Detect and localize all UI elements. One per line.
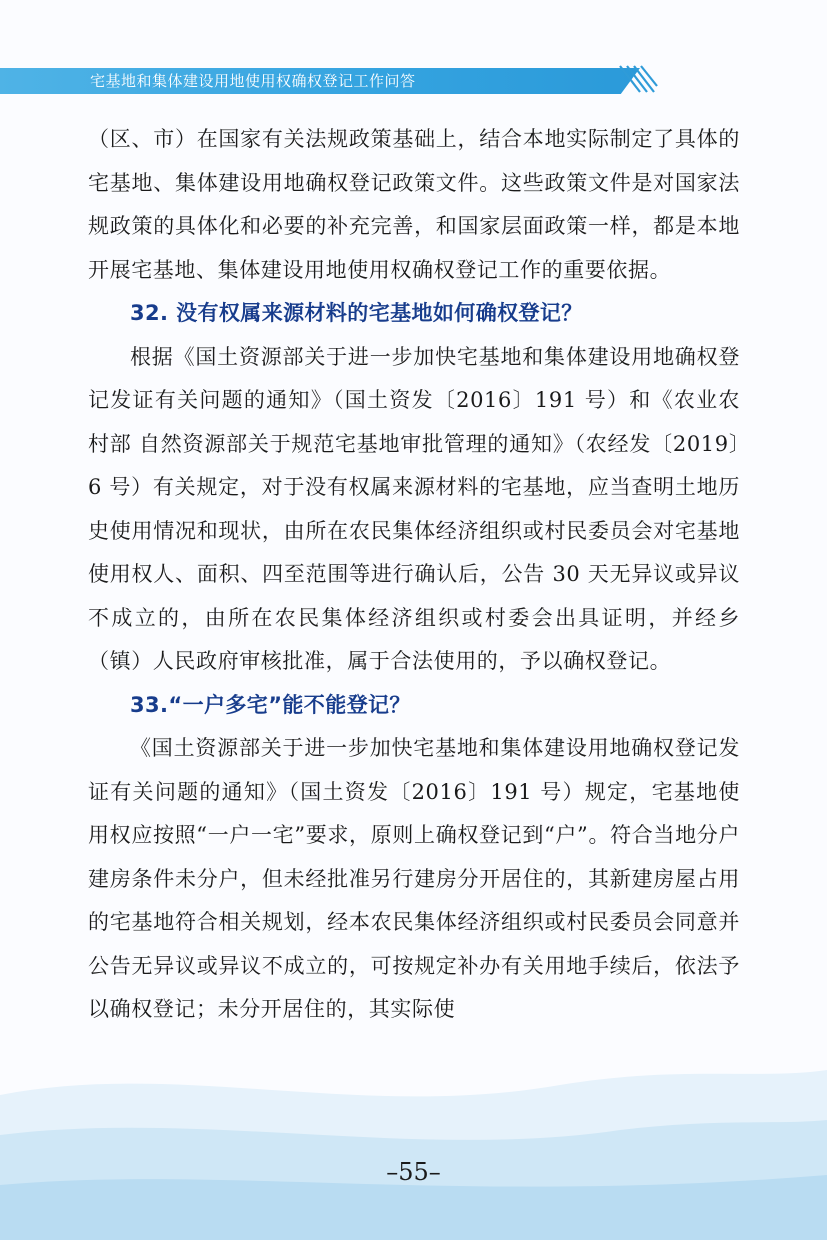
running-header-title: 宅基地和集体建设用地使用权确权登记工作问答	[90, 72, 416, 90]
question-32-heading: 32. 没有权属来源材料的宅基地如何确权登记？	[130, 301, 583, 325]
question-32-answer: 根据《国土资源部关于进一步加快宅基地和集体建设用地确权登记发证有关问题的通知》（国土资发〔2016〕191 号）和《农业农村部 自然资源部关于规范宅基地审批管理的通知》（农经发〔2019〕6 号）有关规定，对于没有权属来源材料的宅基地，应当查明土地历史使用情况和现状，由所在农民集体经济组织或村民委员会对宅基地使用权人、面积、四至范围等进行确认后，公告 30 天无异议或异议不成立的，由所在农民集体经济组织或村委会出具证明，并经乡（镇）人民政府审核批准，属于合法使用的，予以确权登记。	[88, 344, 740, 673]
header-stripes-decoration	[618, 62, 658, 96]
question-33-heading: 33.“一户多宅”能不能登记？	[130, 692, 411, 717]
question-33-answer: 《国土资源部关于进一步加快宅基地和集体建设用地确权登记发证有关问题的通知》（国土资发〔2016〕191 号）规定，宅基地使用权应按照“一户一宅”要求，原则上确权登记到“户”。符合当地分户建房条件未分户，但未经批准另行建房分开居住的，其新建房屋占用的宅基地符合相关规划，经本农民集体经济组织或村民委员会同意并公告无异议或异议不成立的，可按规定补办有关用地手续后，依法予以确权登记；未分开居住的，其实际使	[88, 736, 740, 1021]
page-number: –55–	[386, 1158, 441, 1186]
page-content	[88, 118, 740, 1032]
continuation-paragraph: （区、市）在国家有关法规政策基础上，结合本地实际制定了具体的宅基地、集体建设用地确权登记政策文件。这些政策文件是对国家法规政策的具体化和必要的补充完善，和国家层面政策一样，都是本地开展宅基地、集体建设用地使用权确权登记工作的重要依据。	[88, 127, 740, 282]
